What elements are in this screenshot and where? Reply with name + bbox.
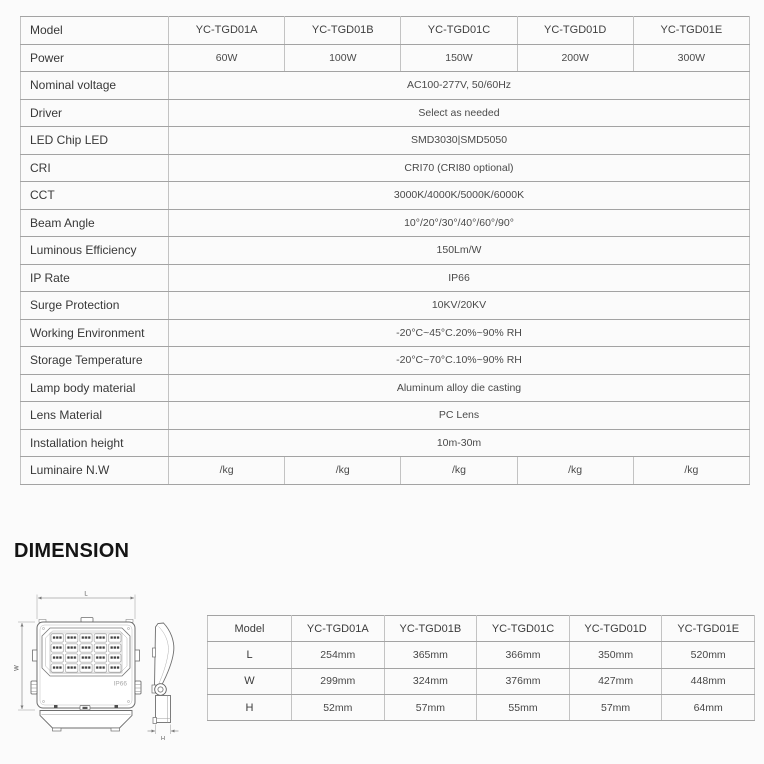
model-header-cell: YC-TGD01B bbox=[285, 17, 401, 45]
spec-row bbox=[21, 292, 750, 320]
model-header-cell: YC-TGD01A bbox=[169, 17, 285, 45]
spec-row-label: Luminous Efficiency bbox=[21, 237, 169, 265]
dimension-W-indicator bbox=[15, 622, 36, 710]
spec-row bbox=[21, 127, 750, 155]
dimension-value-cell: 366mm bbox=[477, 642, 570, 668]
floodlight-front-view bbox=[31, 618, 141, 732]
spec-row-label: LED Chip LED bbox=[21, 127, 169, 155]
dimension-row-label: W bbox=[208, 668, 292, 694]
spec-row bbox=[21, 402, 750, 430]
spec-row-label: CCT bbox=[21, 182, 169, 210]
spec-row bbox=[21, 264, 750, 292]
dimension-value-cell: 299mm bbox=[292, 668, 385, 694]
spec-value-merged-cell: 10KV/20KV bbox=[169, 292, 750, 320]
spec-value-cell: 100W bbox=[285, 44, 401, 72]
spec-row-label: Storage Temperature bbox=[21, 347, 169, 375]
dimension-value-cell: 254mm bbox=[292, 642, 385, 668]
spec-value-merged-cell: Select as needed bbox=[169, 99, 750, 127]
spec-row-label: Surge Protection bbox=[21, 292, 169, 320]
dimension-table bbox=[207, 615, 755, 721]
dimension-header-label: Model bbox=[208, 616, 292, 642]
spec-row-label: Lens Material bbox=[21, 402, 169, 430]
spec-value-merged-cell: 10°/20°/30°/40°/60°/90° bbox=[169, 209, 750, 237]
dimension-model-cell: YC-TGD01A bbox=[292, 616, 385, 642]
dimension-model-cell: YC-TGD01D bbox=[569, 616, 662, 642]
spec-row bbox=[21, 99, 750, 127]
dimension-value-cell: 52mm bbox=[292, 694, 385, 720]
dimension-value-cell: 365mm bbox=[384, 642, 477, 668]
spec-row-label: CRI bbox=[21, 154, 169, 182]
spec-row-label: Nominal voltage bbox=[21, 72, 169, 100]
spec-value-merged-cell: PC Lens bbox=[169, 402, 750, 430]
dimension-value-cell: 64mm bbox=[662, 694, 755, 720]
spec-row-label: Luminaire N.W bbox=[21, 457, 169, 485]
spec-value-cell: 200W bbox=[517, 44, 633, 72]
spec-value-merged-cell: SMD3030|SMD5050 bbox=[169, 127, 750, 155]
dimension-row-label: L bbox=[208, 642, 292, 668]
spec-value-merged-cell: Aluminum alloy die casting bbox=[169, 374, 750, 402]
spec-table-body bbox=[21, 17, 750, 485]
spec-value-cell: /kg bbox=[517, 457, 633, 485]
dimension-value-cell: 324mm bbox=[384, 668, 477, 694]
spec-row bbox=[21, 182, 750, 210]
dimension-value-cell: 57mm bbox=[384, 694, 477, 720]
spec-table bbox=[20, 16, 750, 485]
spec-value-merged-cell: IP66 bbox=[169, 264, 750, 292]
dimension-model-cell: YC-TGD01C bbox=[477, 616, 570, 642]
model-header-cell: YC-TGD01C bbox=[401, 17, 517, 45]
dimension-table-body bbox=[208, 616, 755, 721]
dimension-H-label: H bbox=[161, 736, 165, 742]
spec-row-label: Power bbox=[21, 44, 169, 72]
spec-value-cell: /kg bbox=[169, 457, 285, 485]
dimension-value-cell: 350mm bbox=[569, 642, 662, 668]
spec-value-merged-cell: -20°C~70°C.10%~90% RH bbox=[169, 347, 750, 375]
spec-row-label: Installation height bbox=[21, 429, 169, 457]
dimension-model-cell: YC-TGD01B bbox=[384, 616, 477, 642]
dimension-value-cell: 448mm bbox=[662, 668, 755, 694]
spec-value-cell: /kg bbox=[401, 457, 517, 485]
dimension-row bbox=[208, 668, 755, 694]
dimension-value-cell: 520mm bbox=[662, 642, 755, 668]
spec-value-merged-cell: CRI70 (CRI80 optional) bbox=[169, 154, 750, 182]
spec-row bbox=[21, 72, 750, 100]
spec-row-label: Working Environment bbox=[21, 319, 169, 347]
dimension-row bbox=[208, 694, 755, 720]
dimension-value-cell: 376mm bbox=[477, 668, 570, 694]
floodlight-side-view bbox=[148, 623, 179, 742]
spec-row bbox=[21, 237, 750, 265]
spec-row bbox=[21, 319, 750, 347]
spec-row bbox=[21, 17, 750, 45]
model-header-cell: YC-TGD01E bbox=[633, 17, 749, 45]
floodlight-dimension-drawing bbox=[10, 590, 206, 762]
dimension-value-cell: 57mm bbox=[569, 694, 662, 720]
dimension-header-row bbox=[208, 616, 755, 642]
spec-row bbox=[21, 457, 750, 485]
model-header-cell: YC-TGD01D bbox=[517, 17, 633, 45]
spec-row bbox=[21, 429, 750, 457]
dimension-W-label: W bbox=[14, 665, 21, 671]
spec-value-merged-cell: 10m-30m bbox=[169, 429, 750, 457]
spec-row-label: Driver bbox=[21, 99, 169, 127]
spec-value-cell: 300W bbox=[633, 44, 749, 72]
dimension-L-indicator bbox=[37, 592, 135, 620]
spec-row bbox=[21, 44, 750, 72]
led-array bbox=[50, 633, 122, 673]
dimension-row-label: H bbox=[208, 694, 292, 720]
spec-row bbox=[21, 209, 750, 237]
spec-value-cell: 150W bbox=[401, 44, 517, 72]
dimension-row bbox=[208, 642, 755, 668]
spec-value-cell: /kg bbox=[633, 457, 749, 485]
spec-row-label: Model bbox=[21, 17, 169, 45]
spec-value-merged-cell: AC100-277V, 50/60Hz bbox=[169, 72, 750, 100]
spec-row bbox=[21, 347, 750, 375]
spec-value-cell: 60W bbox=[169, 44, 285, 72]
spec-row bbox=[21, 374, 750, 402]
spec-value-merged-cell: 3000K/4000K/5000K/6000K bbox=[169, 182, 750, 210]
spec-row-label: Lamp body material bbox=[21, 374, 169, 402]
spec-row-label: Beam Angle bbox=[21, 209, 169, 237]
spec-value-cell: /kg bbox=[285, 457, 401, 485]
dimension-L-label: L bbox=[84, 591, 88, 598]
spec-value-merged-cell: -20°C~45°C.20%~90% RH bbox=[169, 319, 750, 347]
spec-row bbox=[21, 154, 750, 182]
floodlight-drawing-svg bbox=[10, 590, 206, 762]
dimension-model-cell: YC-TGD01E bbox=[662, 616, 755, 642]
spec-value-merged-cell: 150Lm/W bbox=[169, 237, 750, 265]
dimension-heading: DIMENSION bbox=[14, 540, 130, 562]
spec-row-label: IP Rate bbox=[21, 264, 169, 292]
dimension-value-cell: 55mm bbox=[477, 694, 570, 720]
ip-rating-label: IP66 bbox=[113, 680, 127, 688]
dimension-value-cell: 427mm bbox=[569, 668, 662, 694]
